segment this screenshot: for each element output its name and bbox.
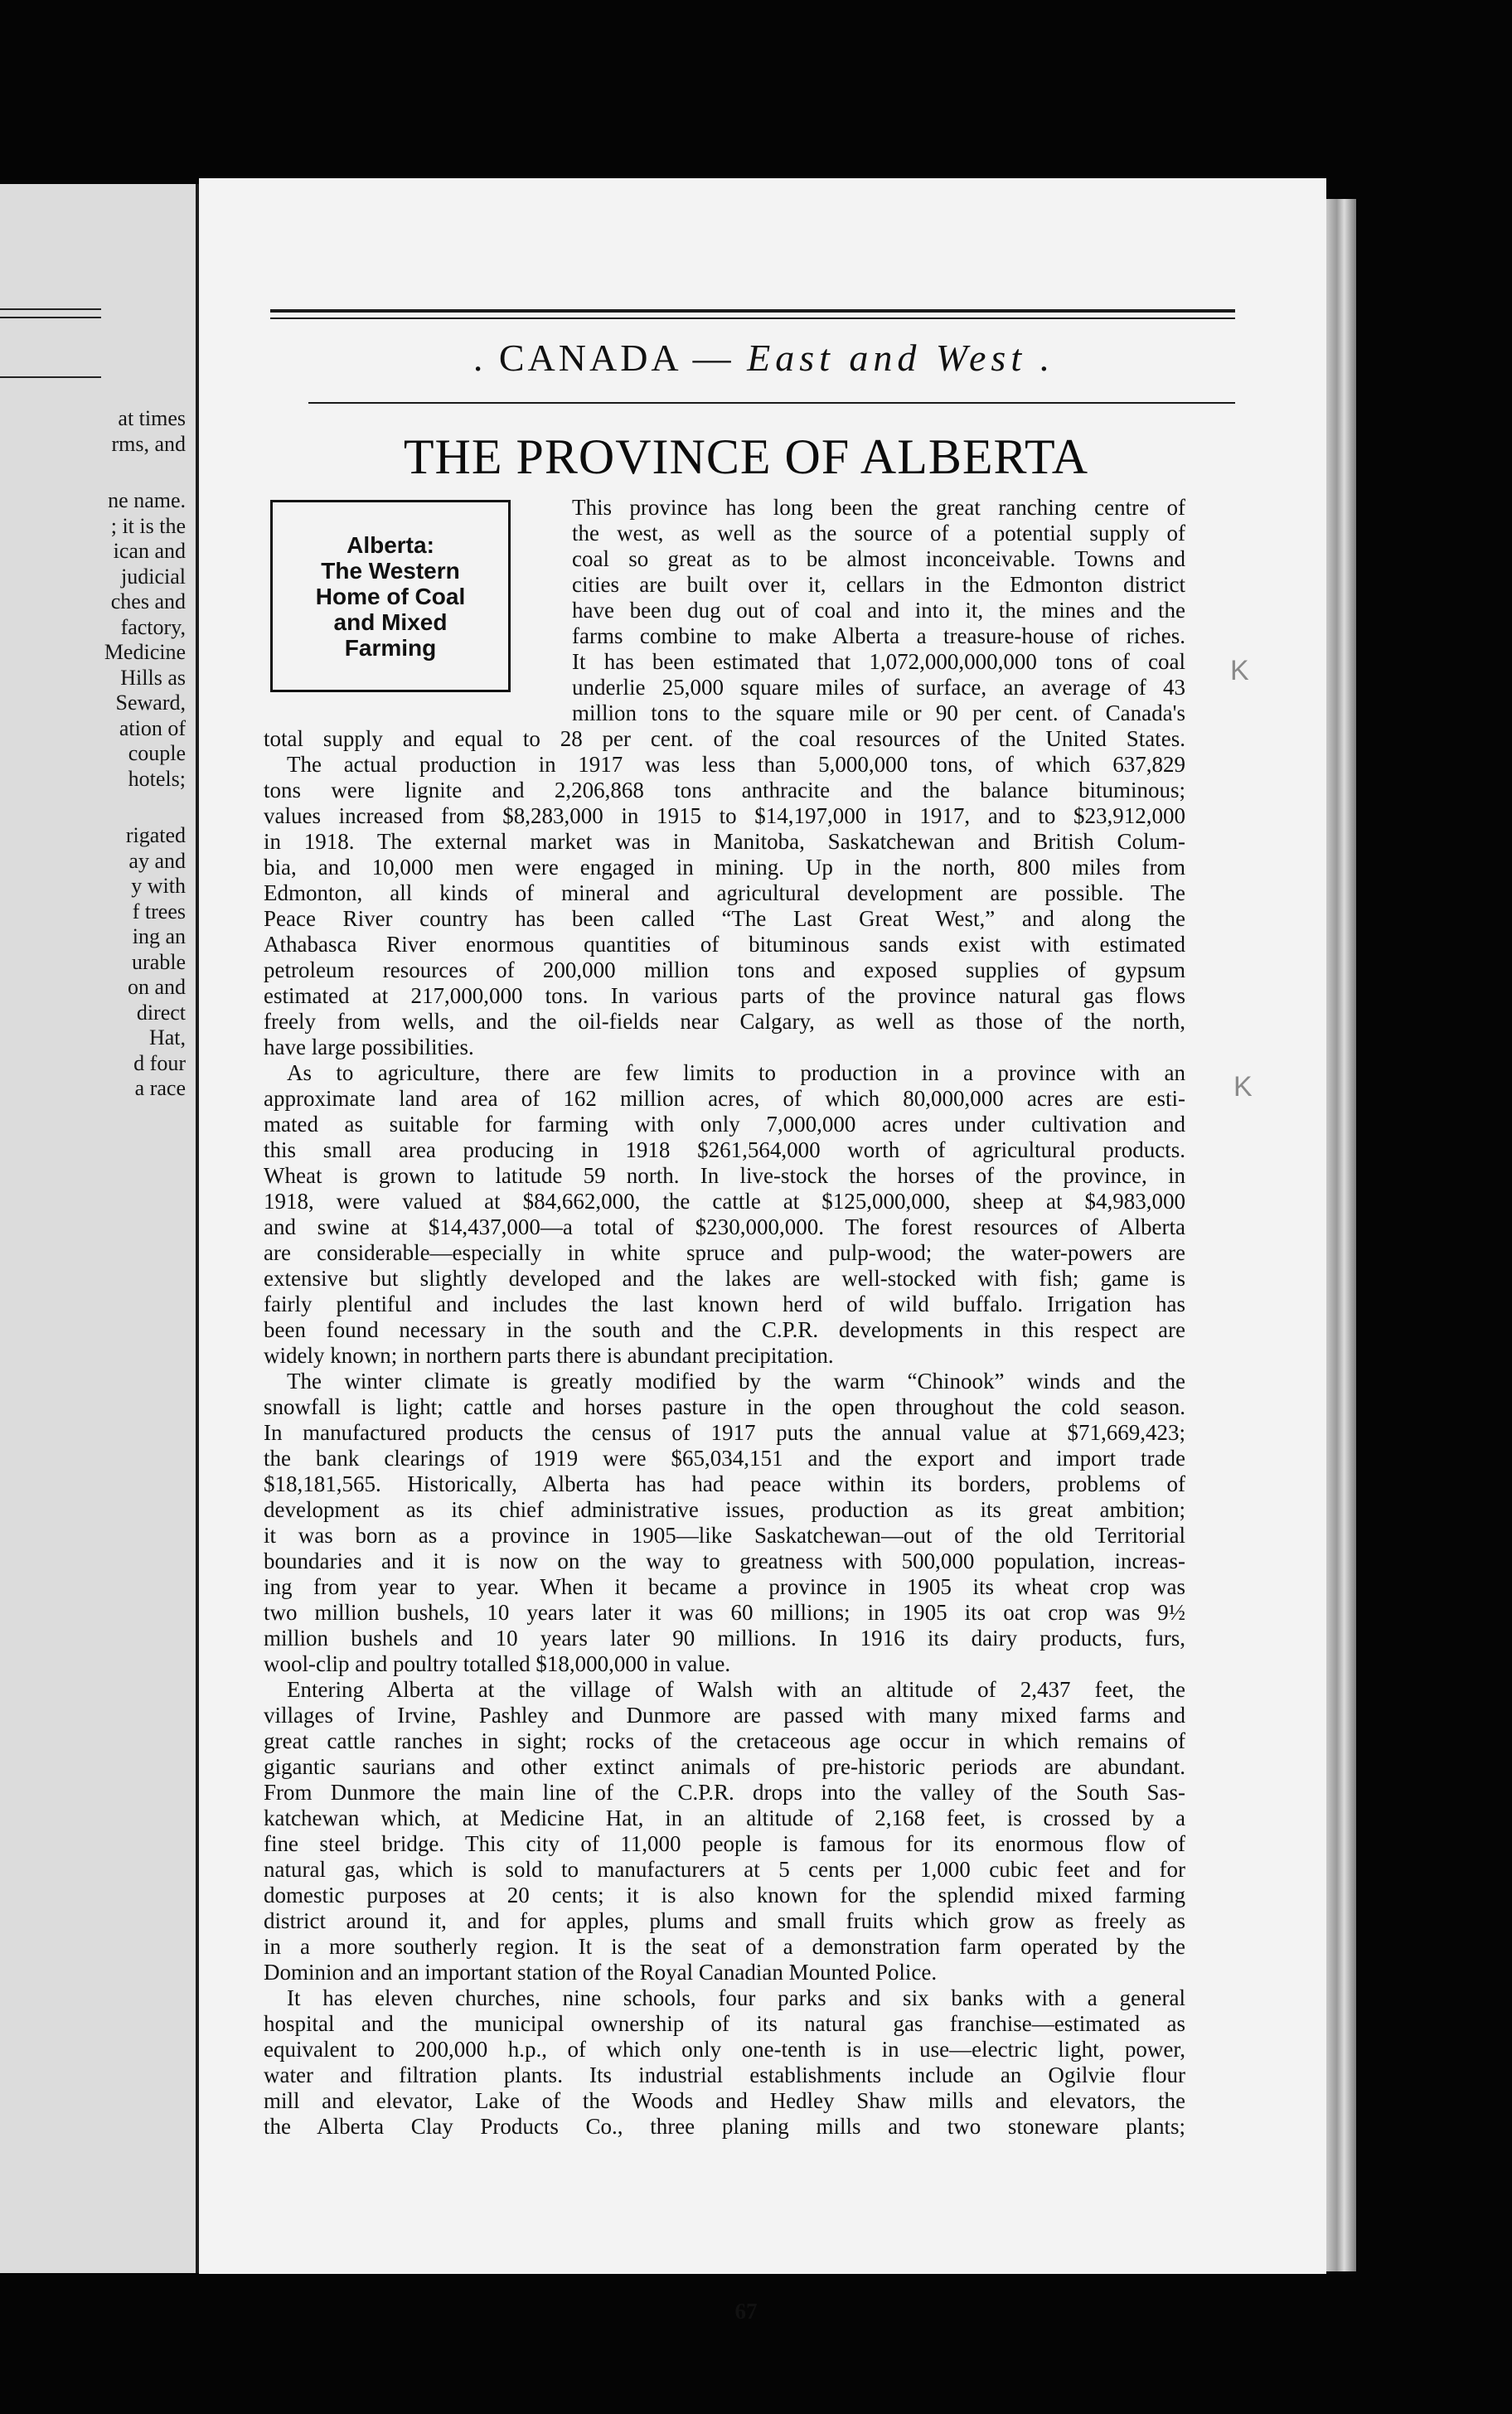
body-line: bia, and 10,000 men were engaged in mining. Up in the north, 800 miles from: [264, 855, 1185, 880]
body-line: Dominion and an important station of the Royal Canadian Mounted Police.: [264, 1960, 938, 1985]
body-line: have large possibilities.: [264, 1035, 474, 1059]
body-line: approximate land area of 162 million acres, of which 80,000,000 acres are esti-: [264, 1086, 1185, 1111]
body-line: mated as suitable for farming with only 7,000,000 acres under cultivation and: [264, 1112, 1185, 1137]
previous-page-rule: [0, 376, 101, 378]
previous-page-rule: [0, 308, 101, 310]
previous-page-line: on and: [127, 975, 186, 999]
body-line: petroleum resources of 200,000 million tons and exposed supplies of gypsum: [264, 957, 1185, 982]
body-line: cities are built over it, cellars in the Edmonton district: [572, 572, 1185, 597]
body-line: Athabasca River enormous quantities of bituminous sands exist with estimated: [264, 932, 1185, 957]
body-line: $18,181,565. Historically, Alberta has had peace within its borders, problems of: [264, 1471, 1185, 1496]
running-head-italic: East and West: [747, 337, 1027, 379]
body-line: freely from wells, and the oil-fields near Calgary, as well as those of the north,: [264, 1009, 1185, 1034]
previous-page-line: ches and: [110, 589, 186, 613]
body-line: tons were lignite and 2,206,868 tons anthracite and the balance bituminous;: [264, 778, 1185, 802]
body-line: the west, as well as the source of a potential supply of: [572, 521, 1185, 545]
body-line: snowfall is light; cattle and horses pasture in the open throughout the cold season.: [264, 1394, 1185, 1419]
page-number: 67: [734, 2299, 758, 2324]
body-line: total supply and equal to 28 per cent. of the coal resources of the United States.: [264, 726, 1185, 751]
body-line: boundaries and it is now on the way to greatness with 500,000 population, increas-: [264, 1549, 1185, 1573]
body-line: district around it, and for apples, plums and small fruits which grow as freely as: [264, 1908, 1185, 1933]
running-head-suffix: .: [1026, 337, 1053, 379]
sidebar-heading-line: Farming: [344, 634, 437, 661]
body-line: The actual production in 1917 was less than 5,000,000 tons, of which 637,829: [287, 752, 1185, 777]
header-rule-bottom: [308, 402, 1235, 404]
previous-page-line: urable: [132, 949, 186, 974]
body-line: Entering Alberta at the village of Walsh with an altitude of 2,437 feet, the: [287, 1677, 1185, 1702]
previous-page-line: a race: [134, 1076, 186, 1100]
body-line: two million bushels, 10 years later it was 60 millions; in 1905 its oat crop was 9½: [264, 1600, 1185, 1625]
body-line: The winter climate is greatly modified by the warm “Chinook” winds and the: [287, 1369, 1185, 1394]
body-line: extensive but slightly developed and the lakes are well-stocked with fish; game is: [264, 1266, 1185, 1291]
page-edge: [1326, 199, 1356, 2271]
sidebar-heading-line: Home of Coal: [315, 583, 466, 609]
body-line: development as its chief administrative issues, production as its great ambition;: [264, 1497, 1185, 1522]
running-head: [199, 336, 1326, 380]
body-line: farms combine to make Alberta a treasure-house of riches.: [572, 623, 1185, 648]
body-line: In manufactured products the census of 1917 puts the annual value at $71,669,423;: [264, 1420, 1185, 1445]
previous-page-line: ay and: [128, 848, 186, 873]
page-title: THE PROVINCE OF ALBERTA: [403, 429, 1089, 484]
previous-page-line: ne name.: [108, 488, 186, 512]
body-line: villages of Irvine, Pashley and Dunmore are passed with many mixed farms and: [264, 1703, 1185, 1728]
body-line: the bank clearings of 1919 were $65,034,151 and the export and import trade: [264, 1446, 1185, 1471]
previous-page-rule: [0, 317, 101, 318]
sidebar-heading-line: The Western: [321, 557, 460, 584]
previous-page-line: at times: [118, 406, 186, 430]
body-line: domestic purposes at 20 cents; it is also known for the splendid mixed farming: [264, 1883, 1185, 1907]
body-line: been found necessary in the south and the C.P.R. developments in this respect are: [264, 1317, 1185, 1342]
header-rule-top-thin: [270, 318, 1235, 319]
body-line: million tons to the square mile or 90 per cent. of Canada's: [572, 700, 1185, 725]
body-line: values increased from $8,283,000 in 1915 to $14,197,000 in 1917, and to $23,912,000: [264, 803, 1185, 828]
body-line: It has eleven churches, nine schools, four parks and six banks with a general: [287, 1985, 1185, 2010]
previous-page-line: f trees: [132, 899, 186, 923]
body-line: natural gas, which is sold to manufacturers at 5 cents per 1,000 cubic feet and for: [264, 1857, 1185, 1882]
body-line: gigantic saurians and other extinct animals of pre-historic periods are abundant.: [264, 1754, 1185, 1779]
article-body: [264, 495, 1185, 2140]
body-line: estimated at 217,000,000 tons. In various parts of the province natural gas flows: [264, 983, 1185, 1008]
body-line: wool-clip and poultry totalled $18,000,000 in value.: [264, 1651, 731, 1676]
header-rule-top: [270, 309, 1235, 313]
body-line: underlie 25,000 square miles of surface, an average of 43: [572, 675, 1185, 700]
previous-page-line: direct: [136, 1000, 186, 1025]
body-line: in a more southerly region. It is the seat of a demonstration farm operated by the: [264, 1934, 1185, 1959]
previous-page-line: Hat,: [148, 1025, 186, 1049]
previous-page-text: [70, 406, 186, 1102]
sidebar-heading-line: Alberta:: [346, 531, 434, 558]
body-line: From Dunmore the main line of the C.P.R. drops into the valley of the South Sas-: [264, 1780, 1185, 1805]
body-line: 1918, were valued at $84,662,000, the cattle at $125,000,000, sheep at $4,983,000: [264, 1189, 1185, 1214]
previous-page-line: rms, and: [111, 431, 186, 456]
body-line: are considerable—especially in white spruce and pulp-wood; the water-powers are: [264, 1240, 1185, 1265]
body-line: in 1918. The external market was in Manitoba, Saskatchewan and British Colum-: [264, 829, 1185, 854]
previous-page-line: Medicine: [104, 640, 186, 664]
previous-page-line: rigated: [125, 823, 186, 847]
previous-page-line: judicial: [121, 564, 186, 589]
body-line: Edmonton, all kinds of mineral and agricultural development are possible. The: [264, 880, 1185, 905]
book-page: [199, 178, 1326, 2324]
body-line: million bushels and 10 years later 90 millions. In 1916 its dairy products, furs,: [264, 1626, 1185, 1651]
previous-page-line: [70, 792, 186, 823]
body-line: water and filtration plants. Its industrial establishments include an Ogilvie flour: [264, 2063, 1185, 2087]
body-line: widely known; in northern parts there is abundant precipitation.: [264, 1343, 834, 1368]
previous-page-line: y with: [131, 874, 186, 898]
body-line: this small area producing in 1918 $261,564,000 worth of agricultural products.: [264, 1137, 1185, 1162]
body-line: it was born as a province in 1905—like Saskatchewan—out of the old Territorial: [264, 1523, 1185, 1548]
previous-page-line: factory,: [120, 614, 186, 639]
body-line: equivalent to 200,000 h.p., of which only one-tenth is in use—electric light, power,: [264, 2037, 1185, 2062]
sidebar-heading-line: and Mixed: [333, 608, 448, 635]
margin-mark: K: [1233, 1071, 1253, 1103]
body-line: hospital and the municipal ownership of its natural gas franchise—estimated as: [264, 2011, 1185, 2036]
body-line: and swine at $14,437,000—a total of $230,000,000. The forest resources of Alberta: [264, 1214, 1185, 1239]
body-line: fairly plentiful and includes the last known herd of wild buffalo. Irrigation has: [264, 1292, 1185, 1316]
body-line: katchewan which, at Medicine Hat, in an altitude of 2,168 feet, is crossed by a: [264, 1806, 1185, 1830]
body-line: fine steel bridge. This city of 11,000 people is famous for its enormous flow of: [264, 1831, 1185, 1856]
running-head-prefix: . CANADA —: [472, 337, 748, 379]
body-line: This province has long been the great ranching centre of: [572, 495, 1185, 520]
body-line: Wheat is grown to latitude 59 north. In live-stock the horses of the province, in: [264, 1163, 1185, 1188]
body-line: coal so great as to be almost inconceivable. Towns and: [572, 546, 1185, 571]
previous-page-line: Hills as: [120, 665, 186, 690]
previous-page-line: ing an: [132, 924, 186, 948]
previous-page-line: ation of: [119, 715, 186, 740]
body-line: As to agriculture, there are few limits to production in a province with an: [287, 1060, 1185, 1085]
body-line: It has been estimated that 1,072,000,000,000 tons of coal: [572, 649, 1185, 674]
previous-page-line: d four: [133, 1050, 186, 1075]
previous-page-line: ; it is the: [110, 513, 186, 538]
body-line: Peace River country has been called “The Last Great West,” and along the: [264, 906, 1185, 931]
previous-page-fragment: [0, 184, 201, 2273]
body-line: ing from year to year. When it became a province in 1905 its wheat crop was: [264, 1574, 1185, 1599]
previous-page-line: Seward,: [115, 691, 186, 715]
body-line: the Alberta Clay Products Co., three planing mills and two stoneware plants;: [264, 2114, 1185, 2139]
margin-mark: K: [1230, 655, 1249, 686]
body-line: have been dug out of coal and into it, the mines and the: [572, 598, 1185, 623]
previous-page-line: ican and: [113, 539, 186, 563]
body-line: mill and elevator, Lake of the Woods and Hedley Shaw mills and elevators, the: [264, 2088, 1185, 2113]
previous-page-line: hotels;: [128, 766, 186, 791]
previous-page-line: couple: [128, 741, 186, 765]
body-line: great cattle ranches in sight; rocks of the cretaceous age occur in which remains of: [264, 1728, 1185, 1753]
previous-page-line: [70, 457, 186, 488]
